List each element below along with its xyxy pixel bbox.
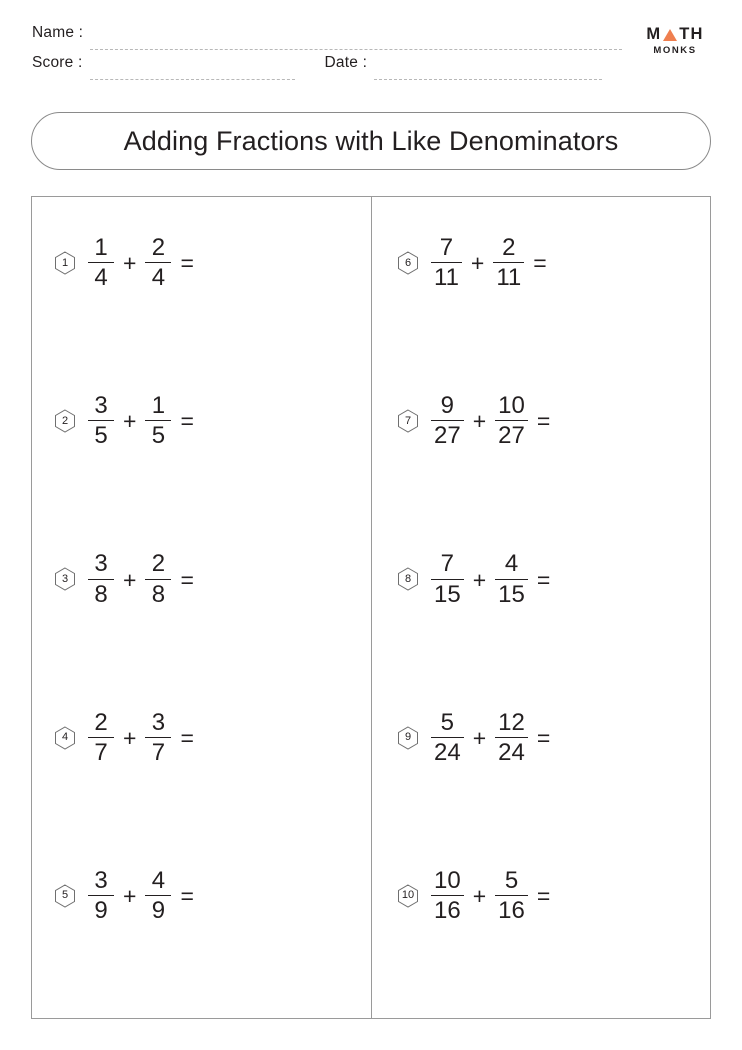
denominator: 27 — [498, 422, 525, 450]
numerator: 4 — [504, 550, 519, 578]
fraction-expression — [431, 710, 631, 765]
problem-item — [54, 385, 371, 543]
equals-sign: = — [180, 724, 194, 751]
numerator: 2 — [502, 234, 516, 261]
fraction-expression — [88, 710, 275, 765]
answer-blank[interactable] — [559, 879, 631, 913]
page-title: Adding Fractions with Like Denominators — [123, 125, 619, 156]
worksheet-header — [32, 24, 710, 102]
equals-sign: = — [180, 250, 194, 277]
fraction-bar — [431, 737, 464, 738]
fraction-bar — [88, 420, 114, 421]
numerator: 3 — [151, 708, 166, 736]
problem-item — [397, 227, 710, 385]
numerator: 2 — [94, 708, 108, 736]
denominator: 11 — [496, 264, 522, 292]
equals-sign: = — [536, 566, 551, 593]
equals-sign: = — [536, 883, 551, 909]
fraction-first — [88, 868, 114, 923]
fraction-bar — [431, 579, 464, 580]
problem-number-badge — [54, 884, 76, 908]
worksheet-title-box — [31, 112, 711, 170]
fraction-bar — [88, 262, 114, 263]
problem-number: 2 — [61, 414, 69, 427]
equals-sign: = — [180, 883, 194, 909]
fraction-bar — [431, 262, 462, 263]
fraction-first — [88, 710, 114, 765]
problems-panel — [31, 196, 711, 1019]
fraction-second — [495, 710, 528, 765]
equals-sign: = — [536, 408, 551, 435]
numerator: 2 — [151, 550, 166, 578]
answer-blank[interactable] — [559, 562, 631, 596]
problem-number: 10 — [401, 889, 415, 902]
denominator: 24 — [498, 738, 525, 766]
fraction-second — [145, 235, 171, 290]
problem-number-badge — [397, 409, 419, 433]
fraction-bar — [495, 420, 528, 421]
fraction-second — [493, 235, 524, 290]
problems-column-left — [32, 197, 371, 1018]
fraction-expression — [431, 551, 631, 606]
score-date-row — [32, 54, 710, 84]
fraction-bar — [145, 579, 171, 580]
numerator: 5 — [504, 866, 519, 894]
numerator: 1 — [151, 392, 166, 420]
problem-number-badge — [54, 409, 76, 433]
numerator: 2 — [151, 234, 166, 261]
fraction-bar — [145, 737, 171, 738]
plus-sign: + — [123, 566, 137, 593]
answer-blank[interactable] — [203, 879, 275, 913]
problem-number-badge — [397, 567, 419, 591]
plus-sign: + — [472, 566, 487, 593]
numerator: 5 — [440, 708, 455, 736]
plus-sign: + — [123, 883, 137, 909]
answer-blank[interactable] — [203, 562, 275, 596]
plus-sign: + — [472, 724, 487, 751]
answer-blank[interactable] — [203, 404, 275, 438]
numerator: 10 — [434, 866, 461, 894]
denominator: 15 — [498, 580, 525, 608]
answer-blank[interactable] — [556, 246, 628, 280]
numerator: 3 — [94, 550, 108, 578]
fraction-bar — [495, 579, 528, 580]
fraction-bar — [495, 737, 528, 738]
denominator: 8 — [94, 580, 108, 608]
denominator: 4 — [94, 264, 108, 292]
fraction-expression — [88, 235, 275, 290]
numerator: 7 — [440, 550, 455, 578]
column-divider — [371, 197, 372, 1018]
problem-number: 1 — [61, 256, 69, 269]
plus-sign: + — [472, 883, 487, 909]
numerator: 4 — [151, 866, 166, 894]
plus-sign: + — [123, 250, 137, 277]
fraction-bar — [493, 262, 524, 263]
answer-blank[interactable] — [203, 246, 275, 280]
numerator: 9 — [440, 392, 455, 420]
fraction-bar — [88, 895, 114, 896]
plus-sign: + — [123, 408, 137, 435]
fraction-second — [145, 868, 171, 923]
problem-number: 9 — [404, 731, 412, 744]
problem-number-badge — [54, 726, 76, 750]
denominator: 7 — [94, 738, 108, 766]
problems-column-right — [371, 197, 710, 1018]
fraction-second — [145, 551, 171, 606]
name-label: Name : — [32, 24, 84, 41]
problem-item — [54, 543, 371, 701]
score-label: Score : — [32, 54, 83, 71]
fraction-bar — [431, 420, 464, 421]
numerator: 12 — [498, 708, 525, 736]
date-label: Date : — [324, 54, 368, 71]
problem-item — [54, 227, 371, 385]
fraction-second — [495, 868, 528, 923]
problem-number-badge — [397, 884, 419, 908]
problem-number: 3 — [61, 572, 69, 585]
fraction-expression — [88, 868, 275, 923]
fraction-first — [431, 551, 464, 606]
fraction-bar — [495, 895, 528, 896]
problem-item — [54, 702, 371, 860]
numerator: 3 — [94, 392, 108, 420]
problem-item — [54, 860, 371, 1018]
denominator: 5 — [151, 422, 166, 450]
fraction-first — [431, 710, 464, 765]
problem-number-badge — [54, 567, 76, 591]
logo-text-right: TH — [679, 25, 704, 43]
fraction-bar — [145, 262, 171, 263]
fraction-second — [495, 393, 528, 448]
fraction-bar — [431, 895, 464, 896]
numerator: 10 — [498, 392, 525, 420]
fraction-expression — [88, 551, 275, 606]
score-input-line[interactable] — [90, 78, 295, 80]
equals-sign: = — [536, 724, 551, 751]
problem-item — [397, 702, 710, 860]
fraction-second — [145, 393, 171, 448]
fraction-first — [431, 393, 464, 448]
fraction-second — [495, 551, 528, 606]
name-input-line[interactable] — [90, 48, 622, 50]
denominator: 5 — [94, 422, 108, 450]
numerator: 3 — [94, 866, 108, 894]
problem-item — [397, 543, 710, 701]
denominator: 9 — [151, 897, 166, 924]
denominator: 24 — [434, 738, 461, 766]
problem-number: 8 — [404, 572, 412, 585]
fraction-expression — [88, 393, 275, 448]
numerator: 7 — [439, 234, 454, 261]
logo-wordmark — [636, 26, 714, 43]
fraction-second — [145, 710, 171, 765]
plus-sign: + — [123, 724, 137, 751]
answer-blank[interactable] — [559, 404, 631, 438]
fraction-bar — [145, 895, 171, 896]
answer-blank[interactable] — [559, 720, 631, 754]
triangle-icon — [663, 29, 677, 41]
fraction-bar — [145, 420, 171, 421]
date-input-line[interactable] — [374, 78, 602, 80]
problem-number-badge — [397, 726, 419, 750]
denominator: 9 — [94, 897, 108, 924]
problem-number: 5 — [61, 889, 69, 902]
denominator: 4 — [151, 264, 166, 292]
problem-number: 4 — [61, 731, 69, 744]
logo-text-left: M — [646, 25, 662, 43]
mathmonks-logo — [636, 26, 714, 55]
name-row — [32, 24, 710, 54]
denominator: 27 — [434, 422, 461, 450]
denominator: 16 — [434, 897, 461, 924]
logo-subtext: MONKS — [653, 44, 697, 56]
denominator: 7 — [151, 738, 166, 766]
fraction-first — [431, 868, 464, 923]
equals-sign: = — [180, 566, 194, 593]
plus-sign: + — [472, 408, 487, 435]
fraction-first — [88, 551, 114, 606]
answer-blank[interactable] — [203, 720, 275, 754]
problem-item — [397, 385, 710, 543]
fraction-expression — [431, 235, 628, 290]
problem-item — [397, 860, 710, 1018]
problem-number: 7 — [404, 414, 412, 427]
plus-sign: + — [470, 250, 485, 277]
problem-number-badge — [54, 251, 76, 275]
denominator: 11 — [434, 264, 459, 292]
equals-sign: = — [180, 408, 194, 435]
fraction-bar — [88, 737, 114, 738]
denominator: 15 — [434, 580, 461, 608]
fraction-expression — [431, 868, 631, 923]
fraction-bar — [88, 579, 114, 580]
problem-number-badge — [397, 251, 419, 275]
fraction-first — [88, 235, 114, 290]
denominator: 16 — [498, 897, 525, 924]
problem-number: 6 — [404, 256, 412, 269]
fraction-expression — [431, 393, 631, 448]
fraction-first — [88, 393, 114, 448]
denominator: 8 — [151, 580, 166, 608]
equals-sign: = — [533, 250, 547, 277]
fraction-first — [431, 235, 462, 290]
numerator: 1 — [94, 234, 108, 261]
